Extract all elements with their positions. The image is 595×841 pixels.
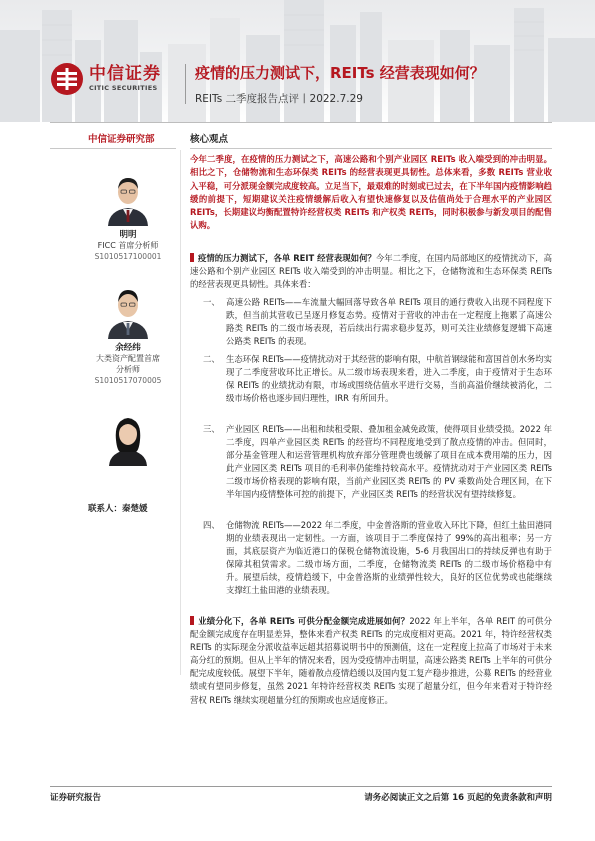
header-rule [50,122,552,123]
footer-disclaimer: 请务必阅读正文之后第 16 页起的免责条款和声明 [364,793,552,803]
section-performance [190,252,552,291]
column-divider [180,150,181,675]
analyst-name: 余经纬 [115,343,141,353]
section-lead: 业绩分化下，各单 REITs 可供分配金额完成进展如何？ [198,616,410,626]
main-rule [190,148,552,149]
list-item-number: 三、 [203,424,220,434]
report-title: 疫情的压力测试下，REITs 经营表现如何？ [195,64,485,82]
list-item [203,353,552,405]
list-item-text: 产业园区 REITs——出租和续租受限、叠加租金减免政策，使得项目业绩受损。2022 年二季度，四单产业园区类 REITs 的经营均不同程度地受到了散点疫情的冲击。但同时，部分基金管理人和运营管理机构放弃部分管理费也缓解了项目在成本费用端的压力，因此产业园区类 REITs 项目的毛利率仍能维持较高水平。疫情扰动对于产业园区类 REITs 二级市场价格表现的影响有限，当前产业园区类 REITs 的 PV 乘数尚处合理区间，在下半年国内疫情整体可控的前提下，产业园区类 REITs 的经营状况有望持续修复。 [226,424,552,500]
list-item [203,423,552,502]
sidebar-rule [50,148,176,149]
section-distribution [190,615,552,707]
list-item-text: 仓储物流 REITs——2022 年二季度，中金普洛斯的营业收入环比下降，但红土盐田港同期的业绩表现出一定韧性。一方面，该项目于二季度保持了 99%的高出租率；另一方面，其底层资产为临近港口的保税仓储物流设施，5-6 月我国出口的持续反弹也有助于保障其租赁需求。二级市场方面，二季度，仓储物流类 REITs 的二级市场价格稳中有升。展望后续，疫情趋缓下，中金普洛斯的业绩弹性较大，良好的区位优势或也能继续支撑红土盐田港的业绩表现。 [226,520,552,596]
analyst-license-code: S1010517100001 [94,252,162,261]
male-analyst-portrait [103,170,153,226]
analyst-license-code: S1010517070005 [94,376,162,385]
list-item [203,519,552,598]
core-views-heading: 核心观点 [190,134,229,145]
section-marker-icon [190,253,194,262]
core-summary: 今年二季度，在疫情的压力测试之下，高速公路和个别产业园区 REITs 收入端受到的冲击明显。相比之下，仓储物流和生态环保类 REITs 的经营表现更具韧性。总体来看，多数 REITs 营业收入平稳，可分派现金额完成度较高。立足当下，最艰难的时刻或已过去，在下半年国内疫情影响趋缓的前提下，短期建议关注疫情缓解后收入有望快速修复以及估值尚处于合理水平的产业园区 REITs，长期建议均衡配置特许经营权类 REITs 和产权类 REITs，同时积极参与新发项目的配售认购。 [190,154,552,231]
research-dept-heading: 中信证券研究部 [88,134,155,145]
list-item-number: 二、 [203,354,220,364]
analyst-role: 分析师 [116,365,140,374]
list-item-number: 四、 [203,520,220,530]
citic-securities-logo [50,62,161,96]
list-item-text: 生态环保 REITs——疫情扰动对于其经营的影响有限，中航首钢绿能和富国首创水务均实现了二季度营收环比正增长。从二级市场表现来看，进入二季度，由于疫情对于生态环保 REITs 的业绩扰动有限，市场或围绕估值水平进行交易，当前高溢价继续被消化，二级市场价格也逐步回归理性，IRR 有所回升。 [226,354,552,404]
report-subtitle: REITs 二季度报告点评丨2022.7.29 [195,93,363,105]
citic-logo-icon [50,62,84,96]
brand-name-cn: 中信证券 [89,64,161,84]
analyst-card [78,170,178,261]
list-item-text: 高速公路 REITs——车流量大幅回落导致各单 REITs 项目的通行费收入出现不同程度下跌，但当前其营收已呈逐月修复态势。疫情对于营收的冲击在一定程度上拖累了高速公路类 REITs 的二级市场表现，若后续出行需求稳步复苏，则可关注业绩修复逻辑下高速公路类 REITs 的表现。 [226,297,552,347]
section-text: 今年二季度，在国内局部地区的疫情扰动下，高速公路和个别产业园区 REITs 收入端受到的冲击明显。相比之下，仓储物流和生态环保类 REITs 的经营表现更具韧性。具体来看： [190,253,552,290]
analyst-name: 明明 [119,230,137,240]
list-item [203,296,552,348]
analyst-role: 大类资产配置首席 [96,354,160,363]
section-marker-icon [190,616,194,625]
male-analyst-portrait [103,283,153,339]
header-divider [185,64,186,104]
female-contact-portrait [103,410,153,466]
brand-name-en: CITIC SECURITIES [89,84,158,92]
footer-label: 证券研究报告 [50,793,102,803]
analyst-role: FICC 首席分析师 [97,241,159,250]
list-item-number: 一、 [203,297,220,307]
section-lead: 疫情的压力测试下，各单 REIT 经营表现如何？ [198,253,376,263]
contact-card [78,410,178,466]
analyst-card [78,283,178,385]
footer-rule [50,786,552,787]
contact-person: 联系人：秦楚媛 [88,504,148,514]
section-text: 2022 年上半年，各单 REIT 的可供分配金额完成度存在明显差异，整体来看产权类 REITs 的完成度相对更高。2021 年，特许经营权类 REITs 的实际现金分派收益率远超其招募说明书中的预测值，这在一定程度上拉高了市场对于未来高分红的预期。但从上半年的情况来看，因为受疫情冲击明显，高速公路类 REITs 上半年的可供分配完成度较低。展望下半年，随着散点疫情趋缓以及国内复工复产稳步推进，公募 REITs 的经营业绩或有望同步修复，虽然 2021 年特许经营权类 REITs 实现了超量分红，但今年来看对于特许经营权 REITs 继续实现超量分红的预期或也应适度修正。 [190,616,552,705]
